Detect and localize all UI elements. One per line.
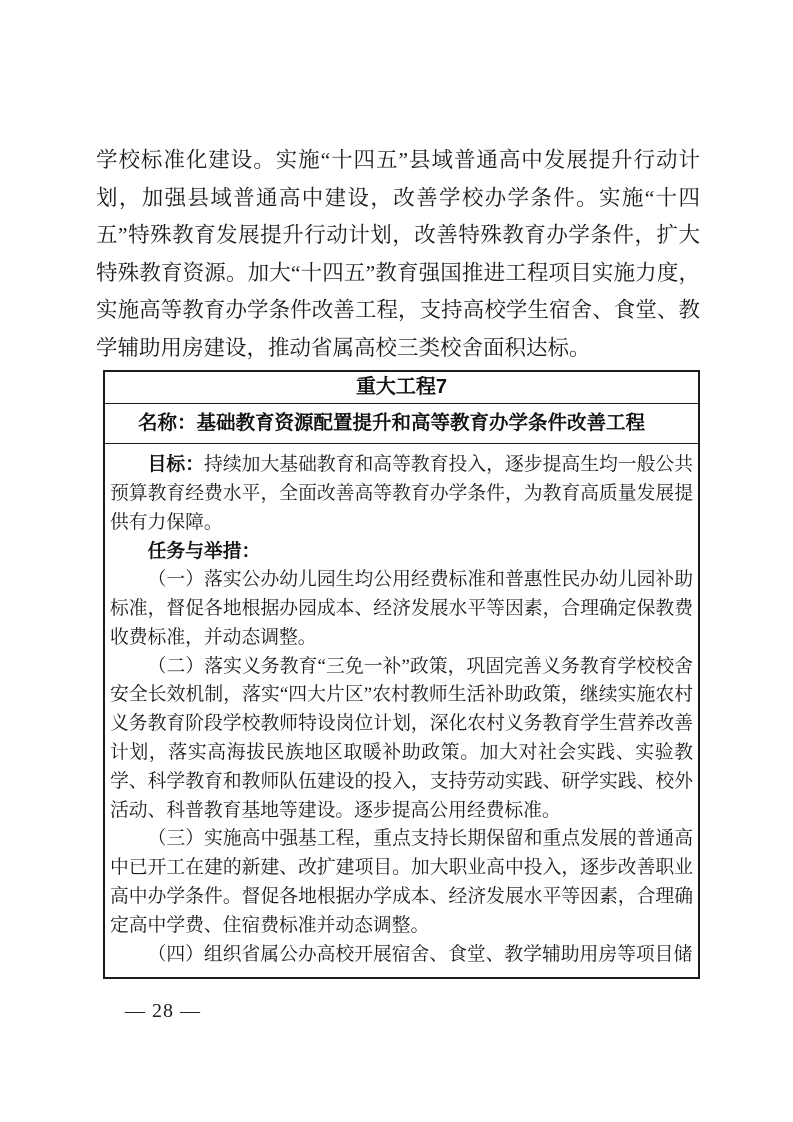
- tasks-heading: 任务与举措：: [147, 540, 261, 562]
- task-item-2: （二）落实义务教育“三免一补”政策，巩固完善义务教育学校校舍安全长效机制，落实“四大片区”农村教师生活补助政策，继续实施农村义务教育阶段学校教师特设岗位计划，深化农村义务教育学生营养改善计划，落实高海拔民族地区取暖补助政策。加大对社会实践、实验教学、科学教育和教师队伍建设的投入，支持劳动实践、研学实践、校外活动、科普教育基地等建设。逐步提高公用经费标准。: [110, 655, 693, 821]
- project-name-text: 基础教育资源配置提升和高等教育办学条件改善工程: [196, 412, 646, 434]
- intro-paragraph: 学校标准化建设。实施“十四五”县域普通高中发展提升行动计划，加强县域普通高中建设，改善学校办学条件。实施“十四五”特殊教育发展提升行动计划，改善特殊教育办学条件，扩大特殊教育资源。加大“十四五”教育强国推进工程项目实施力度，实施高等教育办学条件改善工程，支持高校学生宿舍、食堂、教学辅助用房建设，推动省属高校三类校舍面积达标。: [96, 148, 700, 360]
- goal-text: 持续加大基础教育和高等教育投入，逐步提高生均一般公共预算教育经费水平，全面改善高等教育办学条件，为教育高质量发展提供有力保障。: [110, 454, 694, 533]
- task-item-1: （一）落实公办幼儿园生均公用经费标准和普惠性民办幼儿园补助标准，督促各地根据办园成本、经济发展水平等因素，合理确定保教费收费标准，并动态调整。: [110, 569, 693, 648]
- project-name-label: 名称：: [138, 412, 197, 434]
- task-item-3: （三）实施高中强基工程，重点支持长期保留和重点发展的普通高中已开工在建的新建、改扩建项目。加大职业高中投入，逐步改善职业高中办学条件。督促各地根据办学成本、经济发展水平等因素，合理确定高中学费、住宿费标准并动态调整。: [110, 828, 693, 936]
- major-project-box: [103, 370, 700, 979]
- project-box-body: [105, 444, 698, 977]
- goal-label: 目标：: [147, 453, 205, 474]
- project-name-row: [105, 404, 698, 444]
- task-item-4: （四）组织省属公办高校开展宿舍、食堂、教学辅助用房等项目储: [147, 943, 693, 965]
- project-box-title: 重大工程7: [105, 372, 698, 404]
- goal-paragraph: [110, 450, 693, 537]
- page-number: — 28 —: [125, 1000, 201, 1022]
